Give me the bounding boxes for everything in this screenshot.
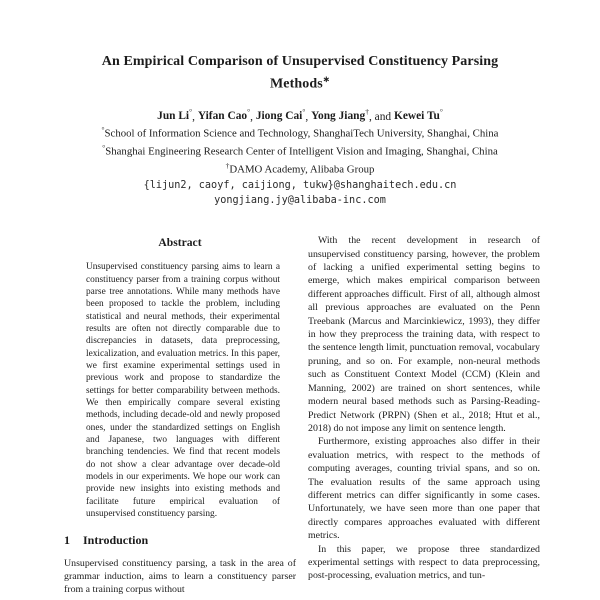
affiliation-marker: ° <box>101 125 105 135</box>
left-column <box>64 234 296 597</box>
author <box>157 107 193 123</box>
author-separator: , <box>368 110 372 123</box>
author <box>255 107 309 123</box>
author-name: Jun Li <box>157 110 190 123</box>
abstract-heading: Abstract <box>158 236 202 250</box>
author-separator: , <box>250 110 253 123</box>
affiliation-text: DAMO Academy, Alibaba Group <box>229 163 375 176</box>
author-separator: , <box>305 110 309 123</box>
introduction-paragraph: Unsupervised constituency parsing, a task in the area of grammar induction, aims to learn a constituency parser from a training corpus without <box>64 558 296 596</box>
email-line: yongjiang.jy@alibaba-inc.com <box>214 194 386 206</box>
affiliation-text: Shanghai Engineering Research Center of Intelligent Vision and Imaging, Shanghai, China <box>105 145 498 158</box>
author-name: Yifan Cao <box>197 110 248 123</box>
author-separator: , <box>192 110 195 123</box>
section-number: 1 <box>64 533 70 548</box>
and-word: and <box>374 110 392 123</box>
section-heading-introduction <box>64 533 296 548</box>
author-affiliation-marker: ° <box>439 107 443 117</box>
affiliation-text: School of Information Science and Technology, ShanghaiTech University, Shanghai, China <box>104 128 499 141</box>
author <box>311 107 369 123</box>
author-affiliation-marker: † <box>365 107 369 117</box>
abstract-text: Unsupervised constituency parsing aims to learn a constituency parser from a training corpus without parse tree annotations. While many methods have been proposed to tackle the problem, including statistical and neural methods, their experimental results are often not directly comparable due to discrepancies in datasets, data preprocessing, lexicalization, and evaluation metrics. In this paper, we first examine experimental settings used in previous work and propose to standardize the settings for better comparability between methods. We then empirically compare several existing methods, including decade-old and newly proposed ones, under the standardized settings on English and Japanese, two languages with different branching tendencies. We find that recent models do not show a clear advantage over decade-old models in our experiments. We hope our work can provide new insights into existing methods and facilitate future empirical evaluation of unsupervised constituency parsing. <box>86 262 280 520</box>
title-footnote-marker: ∗ <box>322 73 331 84</box>
body-paragraph: With the recent development in research of unsupervised constituency parsing, however, the problem of lacking a unified experimental setting begins to emerge, which makes empirical comparison between different approaches difficult. First of all, although almost all previous approaches are evaluated on the Penn Treebank (Marcus and Marcinkiewicz, 1993), they differ in how they preprocess the training data, with respect to the sentence length limit, punctuation removal, vocabulary pruning, and so on. For example, non-neural methods such as Constituent Context Model (CCM) (Klein and Manning, 2002) are trained on short sentences, while modern neural based methods such as Parsing-Reading-Predict Network (PRPN) (Shen et al., 2018; Htut et al., 2018) do not impose any limit on sentence length. <box>308 235 540 434</box>
email-line: {lijun2, caoyf, caijiong, tukw}@shanghaitech.edu.cn <box>143 180 457 192</box>
affiliation-marker: † <box>225 160 230 170</box>
affiliation-block <box>0 123 600 176</box>
two-column-body <box>64 234 540 597</box>
email-block <box>0 179 600 208</box>
author-affiliation-marker: ° <box>189 107 193 117</box>
right-column <box>308 234 540 597</box>
author-affiliation-marker: ° <box>247 107 251 117</box>
affiliation-line <box>0 159 600 177</box>
author <box>197 107 251 123</box>
author-name: Kewei Tu <box>393 110 440 123</box>
affiliation-line <box>0 123 600 141</box>
section-title: Introduction <box>83 533 149 548</box>
body-paragraph: Furthermore, existing approaches also differ in their evaluation metrics, with respect to the methods of computing averages, counting trivial spans, and so on. The evaluation results of the same approach using different metrics can differ significantly in some cases. Unfortunately, we have seen more than one paper that directly compares approaches evaluated with different metrics. <box>308 436 540 542</box>
body-paragraph: In this paper, we propose three standardized experimental settings with respect to data preprocessing, post-processing, evaluation metrics, and tun- <box>308 543 540 582</box>
paper-header <box>0 0 600 208</box>
affiliation-line <box>0 141 600 159</box>
author-line <box>0 106 600 124</box>
author-affiliation-marker: ° <box>302 107 306 117</box>
author-name: Jiong Cai <box>255 110 303 123</box>
author-name: Yong Jiang <box>311 110 366 123</box>
affiliation-marker: ° <box>102 143 106 153</box>
paper-title <box>70 53 530 93</box>
paper-title-text: An Empirical Comparison of Unsupervised Constituency Parsing Methods <box>101 54 499 92</box>
author <box>393 107 443 123</box>
